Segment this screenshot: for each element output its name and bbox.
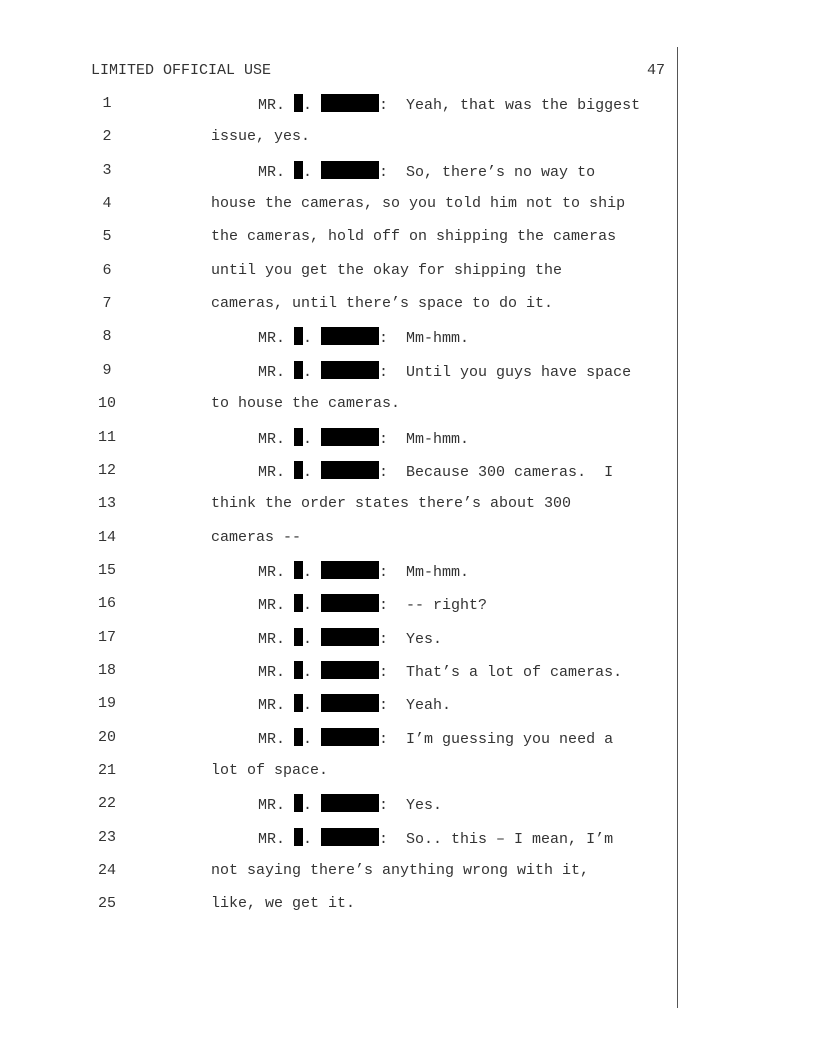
line-text: until you get the okay for shipping the (211, 262, 563, 279)
line-text: : So.. this – I mean, I’m (379, 831, 614, 848)
transcript-line (0, 628, 816, 648)
line-text: the cameras, hold off on shipping the cameras (211, 228, 617, 245)
redacted-name (321, 361, 379, 379)
redacted-initial (294, 461, 303, 479)
continuation-line (211, 127, 310, 147)
redacted-name (321, 661, 379, 679)
speaker-line (258, 628, 442, 650)
line-number: 1 (102, 95, 112, 112)
speaker-separator: . (303, 97, 322, 114)
redacted-name (321, 694, 379, 712)
redacted-initial (294, 94, 303, 112)
redacted-initial (294, 694, 303, 712)
speaker-separator: . (303, 664, 322, 681)
classification-header: LIMITED OFFICIAL USE (91, 62, 272, 79)
speaker-title: MR. (258, 464, 295, 481)
speaker-line (258, 828, 613, 850)
speaker-line (258, 161, 595, 183)
redacted-initial (294, 728, 303, 746)
line-number: 2 (102, 128, 112, 145)
redacted-name (321, 828, 379, 846)
speaker-title: MR. (258, 631, 295, 648)
speaker-line (258, 661, 622, 683)
redacted-initial (294, 361, 303, 379)
line-text: to house the cameras. (211, 395, 401, 412)
speaker-line (258, 327, 469, 349)
speaker-line (258, 461, 613, 483)
redacted-name (321, 628, 379, 646)
continuation-line (211, 294, 553, 314)
line-number: 8 (102, 328, 112, 345)
speaker-separator: . (303, 731, 322, 748)
line-text: cameras -- (211, 529, 302, 546)
line-number: 5 (102, 228, 112, 245)
continuation-line (211, 227, 616, 247)
continuation-line (211, 761, 328, 781)
speaker-title: MR. (258, 697, 295, 714)
speaker-separator: . (303, 464, 322, 481)
line-number: 4 (102, 195, 112, 212)
transcript-line (0, 161, 816, 181)
line-text: not saying there’s anything wrong with it, (211, 862, 590, 879)
redacted-name (321, 94, 379, 112)
line-text: : Because 300 cameras. I (379, 464, 614, 481)
transcript-line (0, 127, 816, 147)
line-number: 9 (102, 362, 112, 379)
continuation-line (211, 394, 400, 414)
speaker-line (258, 794, 442, 816)
line-number: 7 (102, 295, 112, 312)
transcript-line (0, 194, 816, 214)
transcript-line (0, 428, 816, 448)
transcript-line (0, 394, 816, 414)
transcript-line (0, 794, 816, 814)
transcript-line (0, 327, 816, 347)
speaker-separator: . (303, 631, 322, 648)
redacted-initial (294, 327, 303, 345)
line-number: 23 (97, 829, 116, 846)
line-text: : Yeah. (379, 697, 452, 714)
line-text: issue, yes. (211, 128, 311, 145)
speaker-separator: . (303, 431, 322, 448)
speaker-line (258, 428, 469, 450)
speaker-separator: . (303, 697, 322, 714)
line-text: house the cameras, so you told him not to ship (211, 195, 626, 212)
speaker-title: MR. (258, 564, 295, 581)
line-text: : Yeah, that was the biggest (379, 97, 641, 114)
speaker-line (258, 728, 613, 750)
line-number: 22 (97, 795, 116, 812)
speaker-title: MR. (258, 831, 295, 848)
transcript-line (0, 94, 816, 114)
line-text: cameras, until there’s space to do it. (211, 295, 554, 312)
line-text: : Mm-hmm. (379, 330, 470, 347)
line-number: 13 (97, 495, 116, 512)
line-text: : I’m guessing you need a (379, 731, 614, 748)
redacted-initial (294, 428, 303, 446)
line-number: 16 (97, 595, 116, 612)
speaker-line (258, 694, 451, 716)
transcript-line (0, 761, 816, 781)
line-number: 20 (97, 729, 116, 746)
continuation-line (211, 528, 301, 548)
transcript-line (0, 361, 816, 381)
speaker-separator: . (303, 330, 322, 347)
line-number: 21 (97, 762, 116, 779)
transcript-line (0, 728, 816, 748)
redacted-name (321, 461, 379, 479)
redacted-initial (294, 161, 303, 179)
line-number: 12 (97, 462, 116, 479)
continuation-line (211, 894, 355, 914)
line-number: 25 (97, 895, 116, 912)
speaker-separator: . (303, 164, 322, 181)
speaker-line (258, 361, 631, 383)
transcript-line (0, 461, 816, 481)
line-number: 19 (97, 695, 116, 712)
transcript-line (0, 661, 816, 681)
speaker-separator: . (303, 564, 322, 581)
speaker-title: MR. (258, 797, 295, 814)
line-number: 17 (97, 629, 116, 646)
redacted-name (321, 594, 379, 612)
page-number: 47 (647, 62, 666, 79)
line-text: : Mm-hmm. (379, 564, 470, 581)
line-number: 3 (102, 162, 112, 179)
line-text: : Yes. (379, 797, 443, 814)
redacted-name (321, 161, 379, 179)
redacted-name (321, 794, 379, 812)
speaker-title: MR. (258, 364, 295, 381)
transcript-line (0, 528, 816, 548)
redacted-name (321, 327, 379, 345)
line-text: : That’s a lot of cameras. (379, 664, 623, 681)
transcript-line (0, 828, 816, 848)
speaker-separator: . (303, 831, 322, 848)
speaker-title: MR. (258, 330, 295, 347)
line-text: think the order states there’s about 300 (211, 495, 572, 512)
continuation-line (211, 494, 571, 514)
transcript-line (0, 894, 816, 914)
redacted-initial (294, 561, 303, 579)
line-number: 18 (97, 662, 116, 679)
transcript-line (0, 561, 816, 581)
line-text: : -- right? (379, 597, 488, 614)
line-text: lot of space. (211, 762, 329, 779)
line-number: 6 (102, 262, 112, 279)
transcript-line (0, 261, 816, 281)
speaker-title: MR. (258, 431, 295, 448)
speaker-title: MR. (258, 664, 295, 681)
speaker-line (258, 561, 469, 583)
transcript-line (0, 294, 816, 314)
line-text: : Mm-hmm. (379, 431, 470, 448)
speaker-separator: . (303, 364, 322, 381)
speaker-title: MR. (258, 97, 295, 114)
continuation-line (211, 261, 562, 281)
transcript-line (0, 694, 816, 714)
speaker-separator: . (303, 597, 322, 614)
speaker-line (258, 594, 487, 616)
transcript-line (0, 594, 816, 614)
line-text: : Until you guys have space (379, 364, 632, 381)
redacted-name (321, 728, 379, 746)
redacted-initial (294, 828, 303, 846)
redacted-initial (294, 794, 303, 812)
redacted-initial (294, 661, 303, 679)
continuation-line (211, 861, 589, 881)
speaker-title: MR. (258, 164, 295, 181)
redacted-name (321, 561, 379, 579)
redacted-name (321, 428, 379, 446)
line-number: 24 (97, 862, 116, 879)
line-number: 11 (97, 429, 116, 446)
line-number: 14 (97, 529, 116, 546)
line-number: 15 (97, 562, 116, 579)
line-text: : So, there’s no way to (379, 164, 596, 181)
speaker-separator: . (303, 797, 322, 814)
speaker-line (258, 94, 640, 116)
speaker-title: MR. (258, 731, 295, 748)
line-number: 10 (97, 395, 116, 412)
transcript-line (0, 861, 816, 881)
speaker-title: MR. (258, 597, 295, 614)
redacted-initial (294, 628, 303, 646)
continuation-line (211, 194, 625, 214)
redacted-initial (294, 594, 303, 612)
line-text: : Yes. (379, 631, 443, 648)
transcript-line (0, 494, 816, 514)
line-text: like, we get it. (211, 895, 356, 912)
transcript-line (0, 227, 816, 247)
